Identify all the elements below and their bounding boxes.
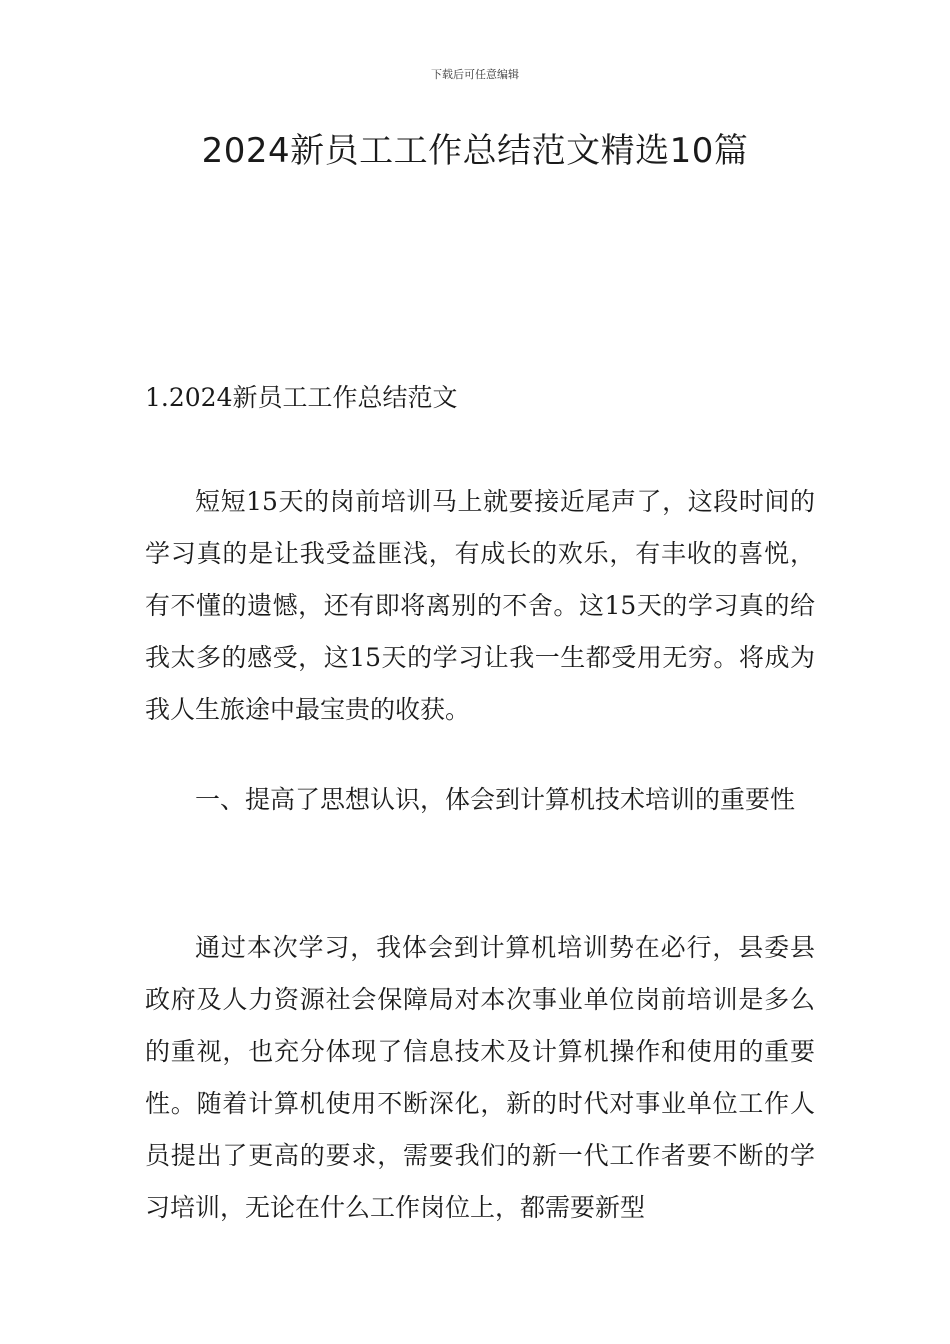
header-note: 下载后可任意编辑 [431, 68, 519, 81]
section-heading: 1.2024新员工工作总结范文 [145, 383, 458, 412]
paragraph-intro: 短短15天的岗前培训马上就要接近尾声了，这段时间的学习真的是让我受益匪浅，有成长的欢乐，有丰收的喜悦，有不懂的遗憾，还有即将离别的不舍。这15天的学习真的给我太多的感受，这15天的学习让我一生都受用无穷。将成为我人生旅途中最宝贵的收获。 [145, 487, 815, 724]
paragraph-subheading: 一、提高了思想认识，体会到计算机技术培训的重要性 [195, 785, 796, 814]
document-title: 2024新员工工作总结范文精选10篇 [201, 131, 749, 171]
paragraph-body: 通过本次学习，我体会到计算机培训势在必行，县委县政府及人力资源社会保障局对本次事业单位岗前培训是多么的重视，也充分体现了信息技术及计算机操作和使用的重要性。随着计算机使用不断深化，新的时代对事业单位工作人员提出了更高的要求，需要我们的新一代工作者要不断的学习培训，无论在什么工作岗位上，都需要新型 [145, 933, 815, 1222]
